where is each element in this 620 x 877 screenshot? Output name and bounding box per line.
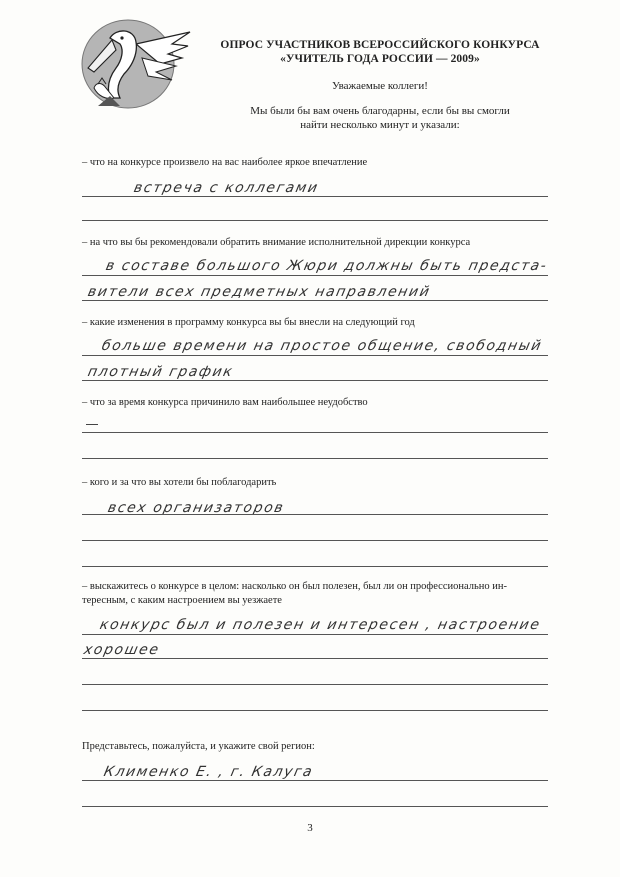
answer-recommendation-line-2: вители всех предметных направлений bbox=[86, 284, 433, 300]
answer-line bbox=[82, 432, 548, 433]
answer-recommendation-line-1: в составе большого Жюри должны быть предста- bbox=[104, 258, 550, 274]
answer-line bbox=[82, 220, 548, 221]
answer-overall-line-2: хорошее bbox=[82, 642, 162, 658]
answer-overall-line-1: конкурс был и полезен и интересен , настроение bbox=[98, 617, 543, 633]
answer-line bbox=[82, 710, 548, 711]
question-program-changes: – какие изменения в программу конкурса вы бы внесли на следующий год bbox=[82, 317, 415, 328]
answer-line bbox=[82, 196, 548, 197]
answer-line bbox=[82, 634, 548, 635]
pelican-logo-icon bbox=[76, 14, 194, 112]
question-recommendation: – на что вы бы рекомендовали обратить внимание исполнительной дирекции конкурса bbox=[82, 237, 471, 248]
answer-program-changes-line-2: плотный график bbox=[86, 364, 236, 380]
intro-line-1: Мы были бы вам очень благодарны, если бы вы смогли bbox=[250, 105, 510, 117]
answer-gratitude-line-1: всех организаторов bbox=[106, 500, 286, 516]
answer-line bbox=[82, 514, 548, 515]
question-overall-line-2: тересным, с каким настроением вы уезжаете bbox=[82, 595, 282, 606]
page-number: 3 bbox=[307, 822, 313, 834]
intro-text bbox=[220, 104, 540, 132]
answer-inconvenience-dash bbox=[86, 424, 98, 425]
answer-line bbox=[82, 275, 548, 276]
answer-line bbox=[82, 540, 548, 541]
question-overall-line-1: – выскажитесь о конкурсе в целом: насколько он был полезен, был ли он профессионально ин- bbox=[82, 581, 507, 592]
answer-line bbox=[82, 380, 548, 381]
greeting: Уважаемые коллеги! bbox=[332, 80, 428, 92]
question-overall bbox=[82, 580, 552, 608]
question-inconvenience: – что за время конкурса причинило вам наибольшее неудобство bbox=[82, 397, 368, 408]
answer-line bbox=[82, 684, 548, 685]
answer-line bbox=[82, 658, 548, 659]
answer-impression-line-1: встреча с коллегами bbox=[132, 180, 321, 196]
answer-line bbox=[82, 566, 548, 567]
question-gratitude: – кого и за что вы хотели бы поблагодарить bbox=[82, 477, 277, 488]
survey-title bbox=[200, 38, 560, 66]
answer-line bbox=[82, 355, 548, 356]
title-line-2: «УЧИТЕЛЬ ГОДА РОССИИ — 2009» bbox=[280, 53, 480, 65]
answer-line bbox=[82, 458, 548, 459]
answer-line bbox=[82, 806, 548, 807]
region-answer: Клименко Е. , г. Калуга bbox=[102, 764, 315, 780]
answer-program-changes-line-1: больше времени на простое общение, свободный bbox=[100, 338, 544, 354]
question-impression: – что на конкурсе произвело на вас наиболее яркое впечатление bbox=[82, 157, 368, 168]
region-prompt: Представьтесь, пожалуйста, и укажите свой регион: bbox=[82, 741, 315, 752]
intro-line-2: найти несколько минут и указали: bbox=[300, 119, 460, 131]
title-line-1: ОПРОС УЧАСТНИКОВ ВСЕРОССИЙСКОГО КОНКУРСА bbox=[220, 39, 540, 51]
answer-line bbox=[82, 300, 548, 301]
answer-line bbox=[82, 780, 548, 781]
